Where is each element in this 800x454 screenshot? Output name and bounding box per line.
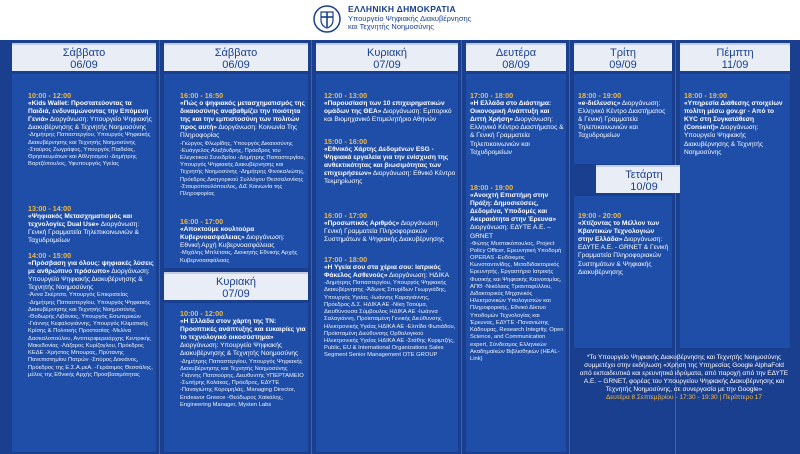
event-greece-ai-map (180, 310, 306, 450)
ministry-line-1: Υπουργείο Ψηφιακής Διακυβέρνησης (348, 13, 472, 23)
event-title: «Η Ελλάδα στο Διάστημα: Οικονομική Ανάπτυξη και Διττή Χρήση» (470, 100, 552, 124)
event-organizer: Διοργάνωση: Υπουργείο Ψηφιακής Διακυβέρνησης & Τεχνητής Νοημοσύνης (28, 268, 150, 292)
event-organizer: Διοργάνωση: Υπουργείο Ψηφιακής Διακυβέρνησης & Τεχνητής Νοημοσύνης (180, 342, 299, 358)
event-title: «Η Ελλάδα στον χάρτη της ΤΝ: Προοπτικές ανάπτυξης και ευκαιρίες για το τεχνολογικό οικοσύστημα» (180, 318, 306, 342)
day-header-mon (466, 43, 566, 71)
day-header-sun (316, 43, 458, 71)
country-name: ΕΛΛΗΝΙΚΗ ΔΗΜΟΚΡΑΤΙΑ (348, 4, 456, 14)
day-name: Κυριακή (215, 276, 257, 288)
day-date: 10/09 (630, 181, 658, 193)
event-speakers: -Δημήτρης Παπαστεργίου, Υπουργός Ψηφιακής Διακυβέρνησης και Τεχνητής Νοημοσύνης -Γιάννης Πατσιούρης, Διευθυντής ΥΠΕΡΤΑΜΕΙΟ -Σωτήρης Κολάκας, Πρόεδρος, ΕΔΥΤΕ -Παναγιώτης Κορομηλάς, Managing Director, Endeavor Greece -Θεόδωρος Χαϊκάλης, Engineering Manager, Mysten Labs (180, 358, 304, 408)
day-header-sun2 (164, 272, 308, 300)
event-title: «Χτίζοντας το Μέλλον των Κβαντικών Τεχνολογιών στην Ελλάδα» (578, 220, 660, 244)
event-speakers: -Φώτης Μυστακόπουλος, Project Policy Officer, Ερευνητική Υποδομή OPERAS -Ευδόκιμος Κωνσταντινίδης, Μεταδιδακτορικός Ερευνητής, Εργαστήριο Ιατρικής Φυσικής και Ψηφιακής Καινοτομίας, ΑΠΘ -Νικόλαος Τριανταφύλλου, Διδακτορικός Μηχανικός Ηλεκτρονικών Υπολογιστών και Πληροφορικής, Εθνικό Δίκτυο Υποδομών Τεχνολογίας και Έρευνας, ΕΔΥΤΕ -Πανανιώτης Κάδουρας, Research Integrity, Open Science, and Communication expert, Σύνδεσμος Ελληνικών Ακαδημαϊκών Βιβλιοθηκών (HEAL-Link) (470, 240, 564, 362)
event-title: «Εθνικός Χάρτης Δεδομένων ESG - Ψηφιακά εργαλεία για την ενίσχυση της ανθεκτικότητας και βιωσιμότητας των επιχειρήσεων» (324, 146, 449, 178)
event-title: «Kids Wallet: Προστατεύοντας τα Παιδιά, ενδυναμώνοντας την Επόμενη Γενιά» (28, 100, 149, 124)
event-organizer: Διοργάνωση: Υπουργείο Ψηφιακής Διακυβέρνησης & Τεχνητής Νοημοσύνης (28, 116, 152, 132)
event-speakers: -Δημήτρης Παπαστεργίου, Υπουργός Ψηφιακής Διακυβέρνησης -Άδωνις Σπυρίδων Γεωργιάδης, Υπουργός Υγείας -Ιωάννης Καραγιάννης, Πρόεδρος Δ.Σ. ΗΔΙΚΑ ΑΕ -Νίκη Τσούμα, Διευθύνουσα Σύμβουλος ΗΔΙΚΑ ΑΕ -Ιωάννα Σαλαγιάννη, Προϊσταμένη Γενικής Διεύθυνσης Ηλεκτρονικής Υγείας ΗΔΙΚΑ ΑΕ -Ελπίδα Φωτιάδου, Προϊσταμένη Διεύθυνσης Ορθολογικού Ηλεκτρονικής Υγείας ΗΔΙΚΑ ΑΕ -Στάθης Κυριμτζής, Public, EU & International Organizations Sales Segment Senior Management OTE GROUP (324, 280, 456, 359)
alphafold-footnote (578, 354, 790, 403)
event-personal-number (324, 212, 456, 248)
event-time: 15:00 - 16:00 (324, 138, 368, 146)
event-time: 16:00 - 17:00 (324, 212, 368, 220)
event-title: «Η Υγεία σου στα χέρια σου: Ιατρικός Φάκελος Ασθενούς» (324, 264, 441, 280)
event-organizer: Διοργάνωση: Ελληνικό Κέντρο Διαστήματος & & Γενική Γραμματεία Τηλεπικοινωνιών και Ταχυδρομείων (470, 116, 564, 156)
event-organizer: Διοργάνωση: ΕΔΥΤΕ Α.Ε. – GRNET (470, 224, 551, 240)
event-time: 12:00 - 13:00 (324, 92, 368, 100)
event-dual-use (28, 205, 154, 247)
ministry-line-2: και Τεχνητής Νοημοσύνης (348, 22, 434, 32)
day-date: 11/09 (721, 59, 749, 71)
event-organizer: Διοργάνωση: Εμπορικό και Βιομηχανικό Επιμελητήριο Αθηνών (324, 108, 452, 124)
event-time: 16:00 - 17:00 (180, 218, 224, 226)
event-title: «Αποκτούμε κουλτούρα Κυβερνοασφάλειας» (180, 226, 255, 242)
event-organizer: Διοργάνωση: ΗΔΙΚΑ (388, 272, 450, 280)
event-citizen-data-gov (684, 92, 788, 182)
event-cybersecurity-culture (180, 218, 306, 266)
event-time: 18:00 - 19:00 (578, 92, 622, 100)
day-date: 06/09 (222, 59, 250, 71)
event-speakers: -Γιώργος Φλωρίδης, Υπουργός Δικαιοσύνης -Ευάγγελος Αλεξάνδρης, Πρόεδρος του Ελεγκτικού Συνεδρίου -Δημήτρης Παπαστεργίου, Υπουργός Ψηφιακής Διακυβέρνησης και Τεχνητής Νοημοσύνης -Δημήτρης Φινοκαλιώτης, Πρόεδρος Δικηγορικού Συλλόγου Θεσσαλονίκης -Σταυροπουλόπουλος, ΔιΣ Κοινωνία της Πληροφορίας (180, 140, 306, 197)
event-medical-record (324, 256, 456, 450)
event-e-dielefsis (578, 92, 670, 162)
event-time: 17:00 - 18:00 (470, 92, 514, 100)
event-title: «Παρουσίαση των 10 επιχειρηματικών ομάδων της ΘΕΑ» (324, 100, 445, 116)
event-title: «Πρόσβαση για όλους: ψηφιακές λύσεις με ανθρώπινο πρόσωπο» (28, 260, 154, 276)
day-name: Κυριακή (366, 47, 408, 59)
footnote-text: *Το Υπουργείο Ψηφιακής Διακυβέρνησης και Τεχνητής Νοημοσύνης συμμετέχει στην εκδήλωση «Χρήση της Υπηρεσίας Google AlphaFold από εκπαιδευτικά και ερευνητικά ιδρύματα, από παροχή από την ΕΔΥΤΕ Α.Ε. – GRNET, φορέας του Υπουργείου Ψηφιακής Διακυβέρνησης και Τεχνητής Νοημοσύνης, σε συνεργασία με την Google» (579, 354, 789, 394)
day-name: Δευτέρα (495, 47, 537, 59)
event-title: «Προσωπικός Αριθμός» (324, 220, 400, 228)
event-speakers: -Δημήτρης Παπαστεργίου, Υπουργός Ψηφιακής Διακυβέρνησης και Τεχνητής Νοημοσύνης -Σταύρος Ζωγράφος, Υπουργός Παιδείας, Θρησκευμάτων και Αθλητισμού -Δημήτρης Βαρτζόπουλος, Υφυπουργός Υγείας (28, 132, 151, 168)
day-date: 06/09 (70, 59, 98, 71)
event-time: 13:00 - 14:00 (28, 205, 72, 213)
day-header-thu (680, 43, 790, 71)
event-kids-wallet (28, 92, 154, 200)
day-header-sat2 (164, 43, 308, 71)
event-quantum-technologies (578, 212, 670, 342)
ministry-name (348, 5, 471, 32)
event-time: 18:00 - 19:00 (470, 184, 514, 192)
day-name: Τρίτη (610, 47, 636, 59)
greek-emblem-icon (312, 4, 342, 34)
event-speakers: -Άννα Σκέρτσα, Υπουργός Επικρατείας -Δημήτρης Παπαστεργίου, Υπουργός Ψηφιακής Διακυβέρνησης και Τεχνητής Νοημοσύνης -Θοδωρής Λιβάνιος, Υπουργός Εσωτερικών -Γιάννης Κεφαλογιάννης, Υπουργός Κλιματικής Κρίσης & Πολιτικής Προστασίας -Μελίνα Δασκαλοπούλου, Αντιπεριφερειάρχης Κεντρικής Μακεδονίας -Λάζαρος Κυρίζογλου, Πρόεδρος ΚΕΔΕ -Χρήστος Μπουρας, Πρύτανης Πανεπιστημίου Πατρών -Σπύρος Δοκιάνος, Πρόεδρος της Ε.Σ.Α.μεΑ. -Γεράσιμος Θεσσάλης, μέλος της Εθνικής Αρχής Προσβασιμότητας (28, 292, 153, 378)
day-name: Σάββατο (214, 47, 258, 59)
day-date: 07/09 (373, 59, 401, 71)
event-title: «Ανοιχτή Επιστήμη στην Πράξη: Δημοσιεύσεις, Δεδομένα, Υποδομές και Ακεραιότητα στην Έρευνα» (470, 192, 557, 224)
footnote-time: Δευτέρα 8 Σεπτεμβρίου - 17:30 - 19:30 | Περίπτερο 17 (605, 394, 763, 402)
day-date: 09/09 (609, 59, 637, 71)
event-time: 16:00 - 16:50 (180, 92, 224, 100)
day-date: 08/09 (502, 59, 530, 71)
day-header-wed (596, 165, 692, 193)
event-time: 17:00 - 18:00 (324, 256, 368, 264)
page-header (0, 0, 800, 40)
event-time: 10:00 - 12:00 (180, 310, 224, 318)
event-title: «Πώς ο ψηφιακός μετασχηματισμός της δικαιοσύνης αναβαθμίζει την ποιότητα της και την εμπιστοσύνη των πολιτών προς αυτή» (180, 100, 305, 132)
event-greece-space (470, 92, 564, 180)
event-organizer: Διοργάνωση: Ελληνικό Κέντρο Διαστήματος & Γενική Γραμματεία Τηλεπικοινωνιών και Ταχυδρομείων (578, 100, 666, 140)
day-date: 07/09 (222, 288, 250, 300)
day-header-sat (12, 43, 156, 71)
day-name: Τετάρτη (625, 169, 663, 181)
event-speakers: -Μιχάλης Μπλέτσας, Διοικητής Εθνικής Αρχής Κυβερνοασφάλειας (180, 250, 298, 264)
day-name: Σάββατο (62, 47, 106, 59)
event-open-science (470, 184, 564, 450)
event-title: «Υπηρεσία Διάθεσης στοιχείων πολίτη μέσω gov.gr - Από το KYC στη Συγκατάθεση (Consent)» (684, 100, 783, 132)
event-title: «Ψηφιακός Μετασχηματισμός και τεχνολογίες Dual Use» (28, 213, 133, 229)
event-organizer: Διοργάνωση: Κοινωνία Της Πληροφορίας (180, 124, 298, 140)
event-time: 10:00 - 12:00 (28, 92, 72, 100)
event-time: 18:00 - 19:00 (684, 92, 728, 100)
event-esg-data-map (324, 138, 456, 198)
event-organizer: Διοργάνωση: Εθνικό Κέντρο Τεκμηρίωσης (324, 170, 456, 186)
day-name: Πέμπτη (716, 47, 754, 59)
day-header-tue (574, 43, 672, 71)
event-organizer: Διοργάνωση: Υπουργείο Ψηφιακής Διακυβέρνησης & Τεχνητής Νοημοσύνης (684, 124, 764, 156)
event-organizer: Διοργάνωση: Γενική Γραμματεία Πληροφοριακών Συστημάτων & Ψηφιακής Διακυβέρνησης (324, 220, 444, 244)
event-time: 19:00 - 20:00 (578, 212, 622, 220)
event-access-for-all (28, 252, 154, 450)
event-title: «e-διέλευσις» (578, 100, 621, 108)
event-thea-teams (324, 92, 456, 126)
event-time: 14:00 - 15:00 (28, 252, 72, 260)
event-justice-transformation (180, 92, 306, 214)
event-organizer: Διοργάνωση: Εθνική Αρχή Κυβερνοασφάλειας (180, 234, 285, 250)
event-organizer: Διοργάνωση: ΕΔΥΤΕ Α.Ε. - GRNET & Γενική Γραμματεία Πληροφοριακών Συστημάτων & Ψηφιακής Διακυβέρνησης (578, 236, 669, 276)
event-organizer: Διοργάνωση: Γενική Γραμματεία Τηλεπικοινωνιών & Ταχυδρομείων (28, 221, 140, 245)
